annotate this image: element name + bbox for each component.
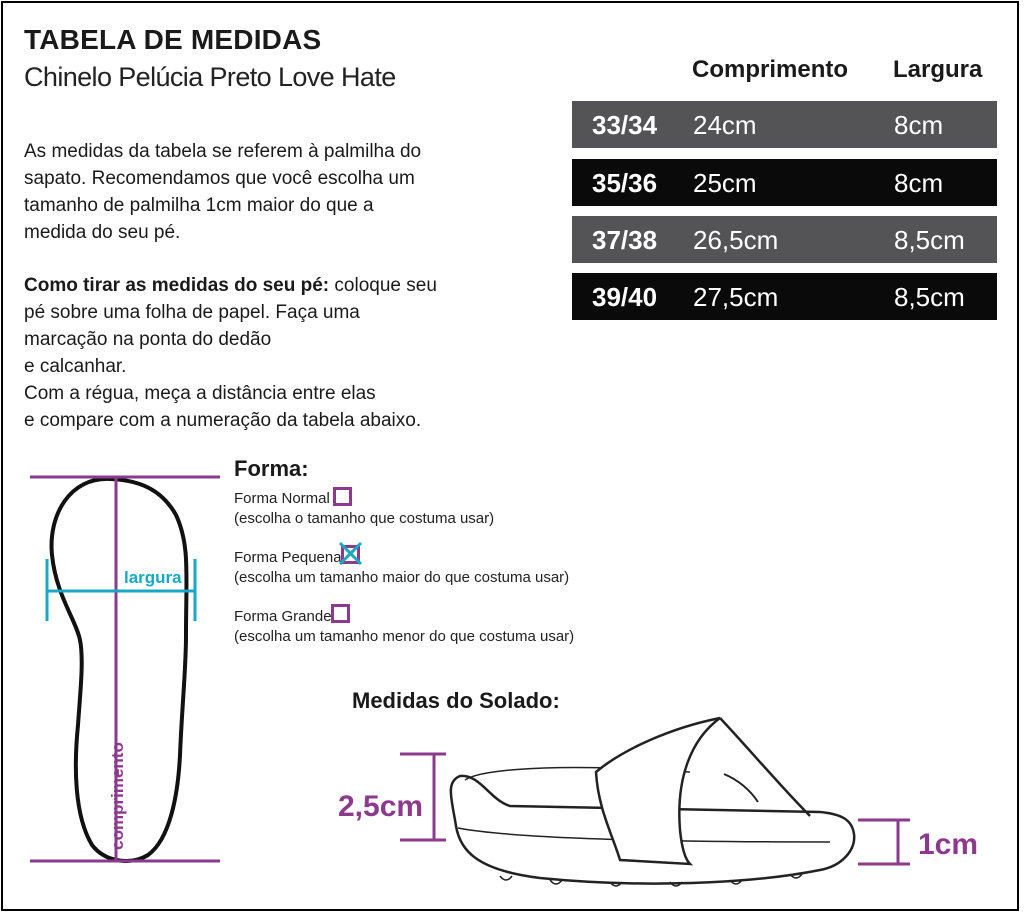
page-title: TABELA DE MEDIDAS xyxy=(24,24,322,55)
forma-normal-note: (escolha o tamanho que costuma usar) xyxy=(234,510,495,527)
size-cell: 33/34 xyxy=(592,110,658,140)
sole-thickness-value: 1cm xyxy=(918,828,979,861)
howto-paragraph xyxy=(24,272,464,434)
forma-title: Forma: xyxy=(234,456,309,481)
table-row xyxy=(572,273,997,320)
check-x-icon xyxy=(336,539,366,569)
table-row xyxy=(572,159,997,206)
product-name: Chinelo Pelúcia Preto Love Hate xyxy=(24,62,396,92)
slide-sandal-illustration xyxy=(390,710,990,900)
howto-line-rest: coloque seu xyxy=(329,275,437,296)
comprimento-cell: 24cm xyxy=(693,110,757,140)
howto-line xyxy=(24,272,464,299)
length-label: comprimento xyxy=(108,742,127,850)
intro-paragraph xyxy=(24,138,464,246)
intro-line: As medidas da tabela se referem à palmilha do xyxy=(24,141,422,162)
size-cell: 39/40 xyxy=(592,282,658,312)
sole-section-title: Medidas do Solado: xyxy=(352,688,560,713)
forma-normal-checkbox xyxy=(333,487,352,506)
width-label: largura xyxy=(124,568,182,587)
intro-line: medida do seu pé. xyxy=(24,222,181,243)
comprimento-cell: 26,5cm xyxy=(693,225,779,255)
sole-thickness-bracket xyxy=(858,820,910,864)
intro-line: sapato. Recomendamos que você escolha um xyxy=(24,168,415,189)
largura-cell: 8cm xyxy=(894,168,944,198)
size-cell: 37/38 xyxy=(592,225,658,255)
howto-heading: Como tirar as medidas do seu pé: xyxy=(24,275,330,296)
forma-pequena-label: Forma Pequena xyxy=(234,549,342,566)
howto-line: marcação na ponta do dedão xyxy=(24,329,272,350)
sole-height-value: 2,5cm xyxy=(338,790,424,823)
forma-pequena-note: (escolha um tamanho maior do que costuma usar) xyxy=(234,569,570,586)
size-cell: 35/36 xyxy=(592,168,658,198)
howto-line: pé sobre uma folha de papel. Faça uma xyxy=(24,302,360,323)
comprimento-cell: 25cm xyxy=(693,168,757,198)
largura-cell: 8,5cm xyxy=(894,225,965,255)
largura-cell: 8cm xyxy=(894,110,944,140)
table-row xyxy=(572,101,997,148)
comprimento-cell: 27,5cm xyxy=(693,282,779,312)
forma-grande-label: Forma Grande xyxy=(234,608,332,625)
howto-line: e calcanhar. xyxy=(24,356,127,377)
table-row xyxy=(572,216,997,263)
howto-line: e compare com a numeração da tabela abaixo. xyxy=(24,410,422,431)
largura-cell: 8,5cm xyxy=(894,282,965,312)
forma-grande-checkbox xyxy=(331,604,350,623)
column-header-comprimento: Comprimento xyxy=(692,56,848,83)
intro-line: tamanho de palmilha 1cm maior do que a xyxy=(24,195,374,216)
howto-line: Com a régua, meça a distância entre elas xyxy=(24,383,376,404)
forma-grande-note: (escolha um tamanho menor do que costuma usar) xyxy=(234,628,575,645)
column-header-largura: Largura xyxy=(893,56,983,83)
forma-normal-label: Forma Normal xyxy=(234,490,330,507)
